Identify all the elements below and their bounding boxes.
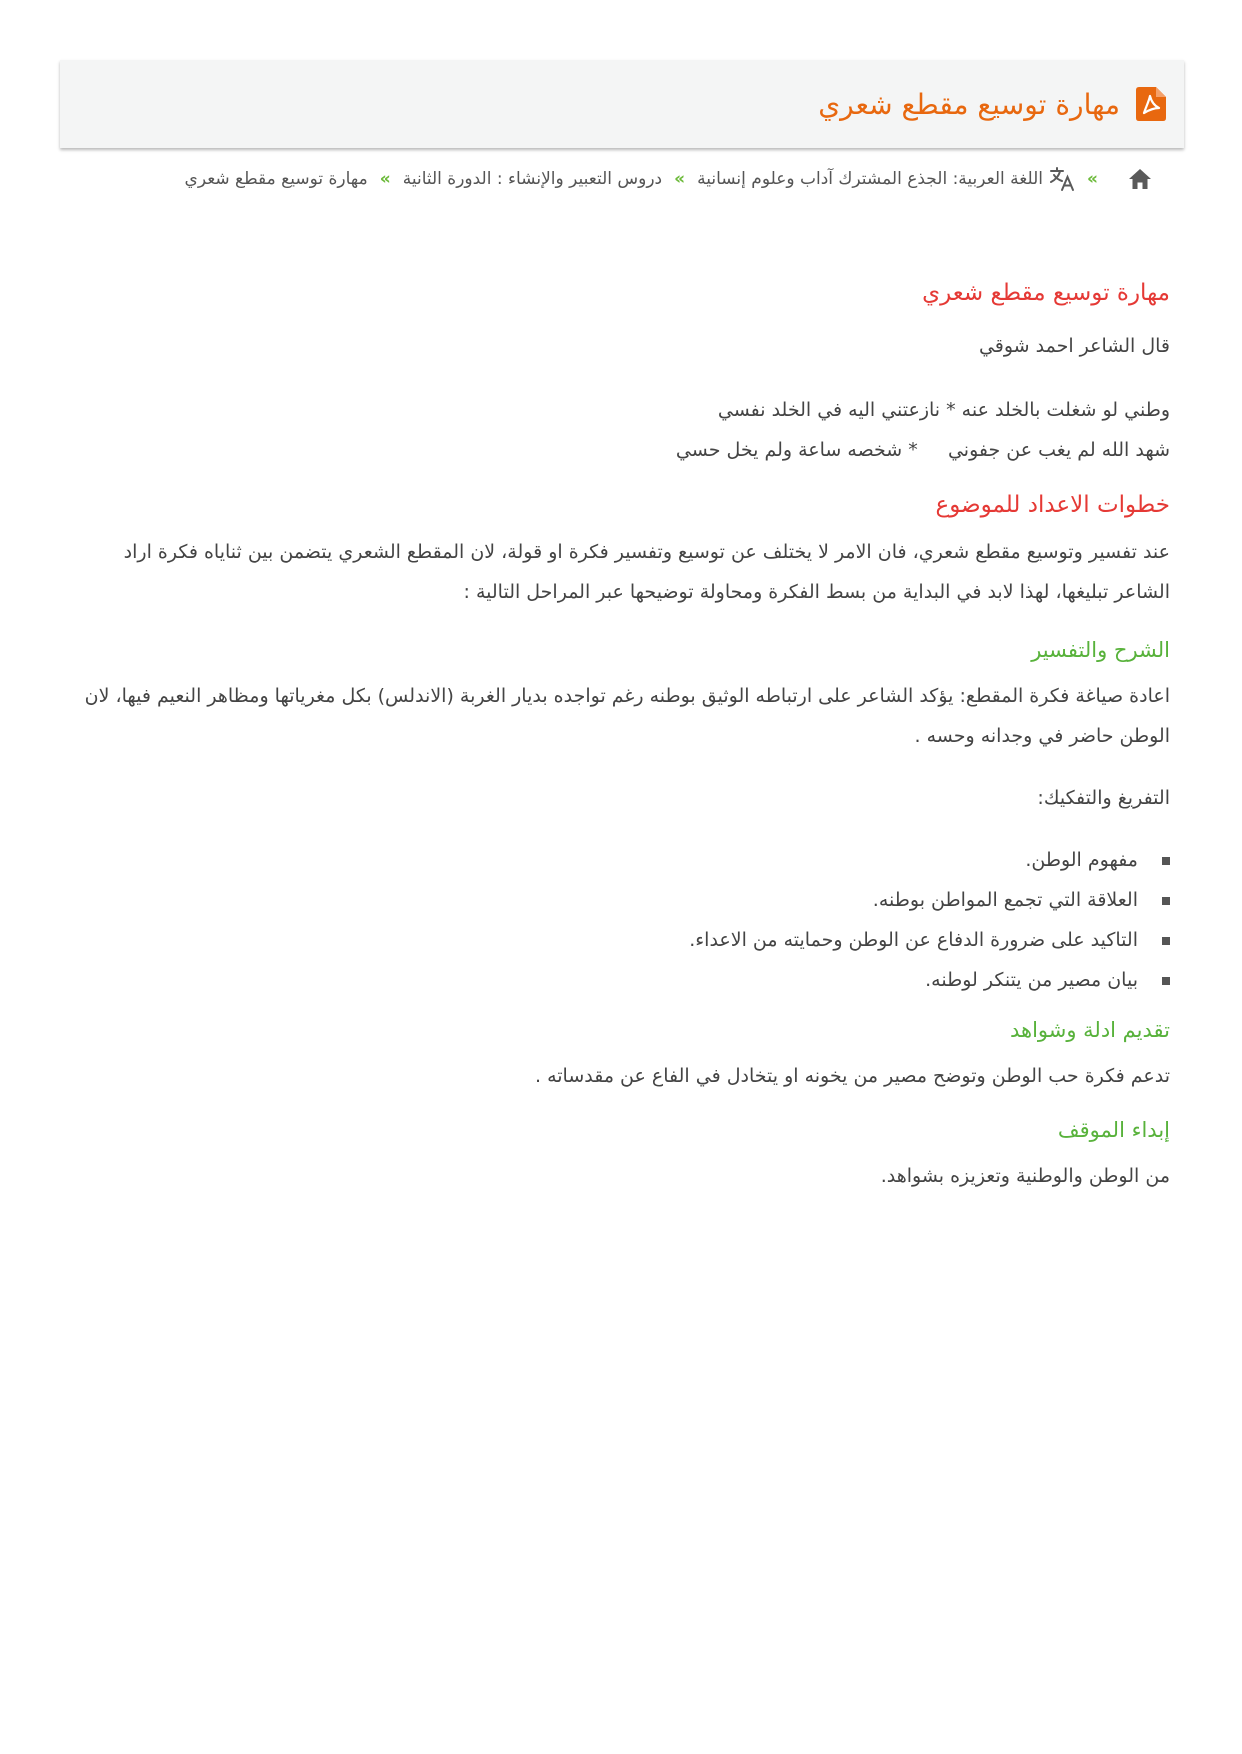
list-item-text: التاكيد على ضرورة الدفاع عن الوطن وحمايته من الاعداء. — [689, 929, 1138, 951]
list-item-text: العلاقة التي تجمع المواطن بوطنه. — [872, 889, 1138, 911]
breadcrumb-separator: » — [1087, 169, 1098, 189]
steps-heading: خطوات الاعداد للموضوع — [935, 492, 1170, 518]
article-heading: مهارة توسيع مقطع شعري — [922, 280, 1170, 306]
title-bar — [60, 60, 1184, 148]
list-item — [74, 920, 1170, 960]
breadcrumb-separator: » — [674, 169, 686, 189]
breadcrumb-separator: » — [379, 169, 391, 189]
bullet-square-icon — [1162, 897, 1170, 905]
page-title: مهارة توسيع مقطع شعري — [818, 87, 1120, 121]
article-content — [60, 280, 1184, 1196]
list-item-text: مفهوم الوطن. — [1025, 849, 1138, 871]
verse-line: وطني لو شغلت بالخلد عنه * نازعتني اليه في الخلد نفسي — [717, 399, 1170, 421]
explain-paragraph: اعادة صياغة فكرة المقطع: يؤكد الشاعر على ارتباطه الوثيق بوطنه رغم تواجده بديار الغربة (الاندلس) بكل مغرياتها ومظاهر النعيم فيها، لان الوطن حاضر في وجدانه وحسه . — [84, 685, 1170, 747]
bullet-square-icon — [1162, 937, 1170, 945]
position-heading: إبداء الموقف — [1057, 1118, 1170, 1142]
verse-line: شهد الله لم يغب عن جفوني * شخصه ساعة ولم يخل حسي — [675, 439, 1170, 461]
steps-paragraph: عند تفسير وتوسيع مقطع شعري، فان الامر لا يختلف عن توسيع وتفسير فكرة او قولة، لان المقطع الشعري يتضمن بين ثناياه فكرة اراد الشاعر تبليغها، لهذا لابد في البداية من بسط الفكرة ومحاولة توضيحها عبر المراحل التالية : — [123, 541, 1170, 603]
list-item — [74, 960, 1170, 1000]
evidence-paragraph: تدعم فكرة حب الوطن وتوضح مصير من يخونه او يتخادل في الفاع عن مقدساته . — [534, 1065, 1170, 1087]
pdf-icon[interactable] — [1136, 87, 1166, 121]
poet-intro: قال الشاعر احمد شوقي — [978, 335, 1170, 357]
list-item — [74, 840, 1170, 880]
list-item — [74, 880, 1170, 920]
page — [60, 60, 1184, 1196]
list-item-text: بيان مصير من يتنكر لوطنه. — [925, 969, 1138, 991]
unpack-list — [74, 840, 1170, 1000]
unpack-label: التفريغ والتفكيك: — [1037, 787, 1170, 809]
breadcrumb-item-subject[interactable]: اللغة العربية: الجذع المشترك آداب وعلوم إنسانية — [697, 169, 1044, 189]
breadcrumb-item-lessons[interactable]: دروس التعبير والإنشاء : الدورة الثانية — [402, 169, 663, 189]
bullet-square-icon — [1162, 977, 1170, 985]
position-paragraph: من الوطن والوطنية وتعزيزه بشواهد. — [880, 1165, 1170, 1187]
bullet-square-icon — [1162, 857, 1170, 865]
translate-icon — [1049, 166, 1075, 192]
breadcrumb — [60, 166, 1184, 192]
explain-heading: الشرح والتفسير — [1031, 638, 1170, 662]
breadcrumb-item-current: مهارة توسيع مقطع شعري — [184, 169, 368, 189]
home-icon[interactable] — [1128, 168, 1152, 190]
evidence-heading: تقديم ادلة وشواهد — [1009, 1018, 1170, 1042]
